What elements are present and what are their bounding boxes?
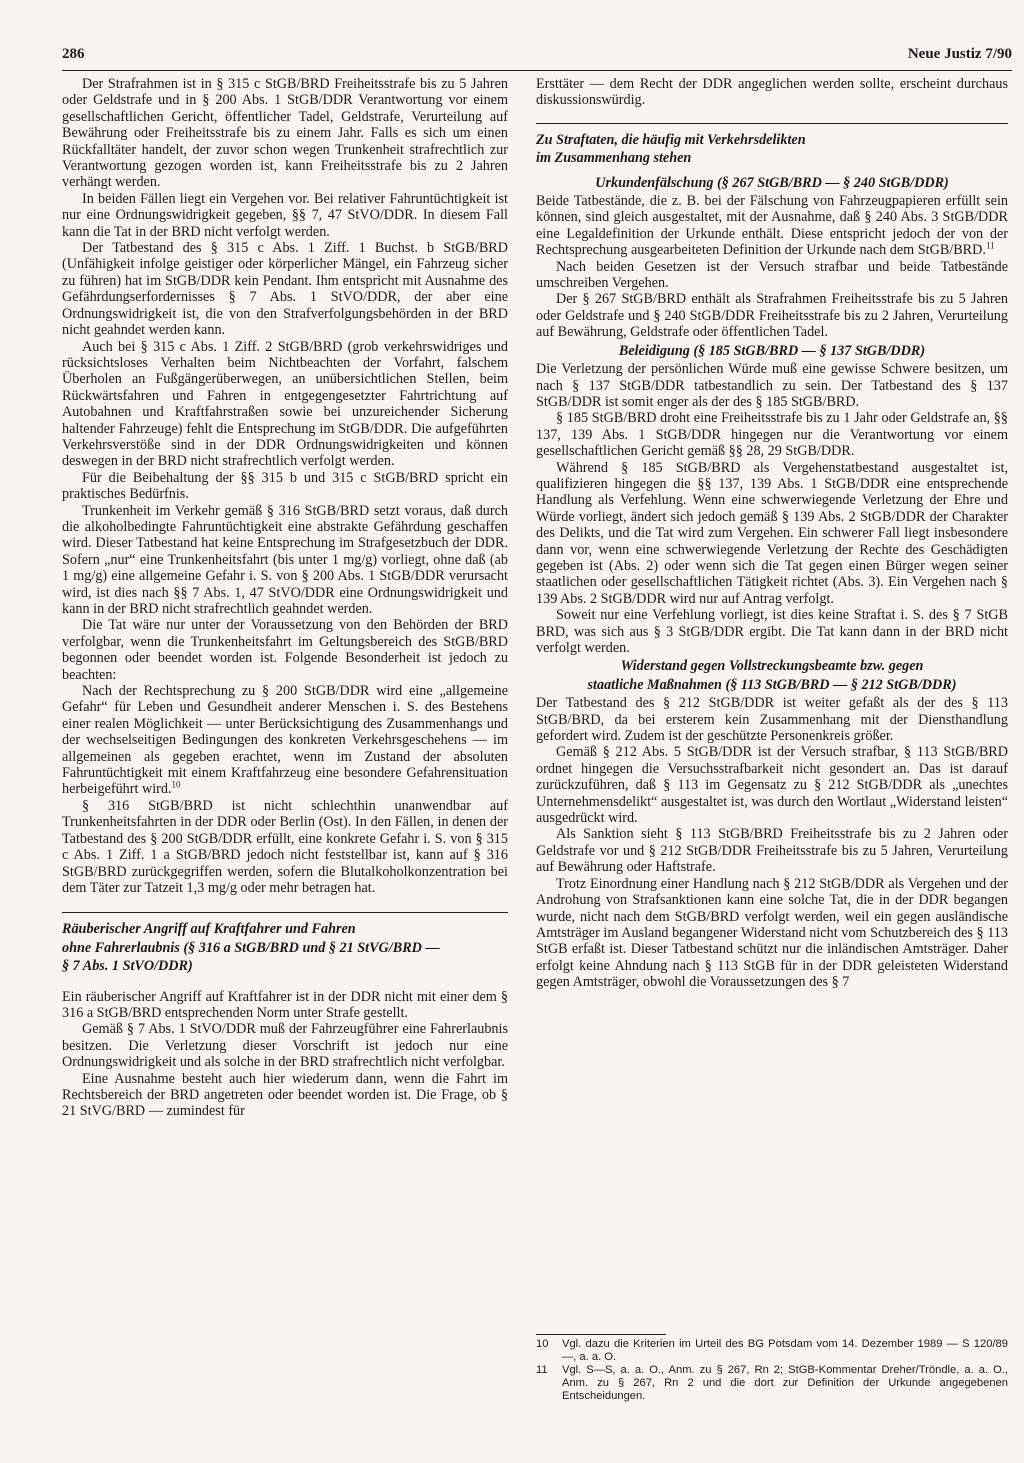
paragraph: Gemäß § 212 Abs. 5 StGB/DDR ist der Versuch strafbar, § 113 StGB/BRD ordnet hingegen die Versuchsstrafbarkeit nicht gesondert an. Das ist darauf zurückzuführen, daß § 113 im Gegensatz zu § 212 StGB/DDR als „unechtes Unternehmensdelikt“ ausgestaltet ist, was durch den Wortlaut „Widerstand leisten“ ausgedrückt wird. xyxy=(536,744,1008,827)
paragraph-with-footnote xyxy=(62,683,508,798)
footnote xyxy=(536,1364,1008,1403)
section-heading-line: im Zusammenhang stehen xyxy=(536,150,692,167)
footnotes xyxy=(536,1338,1008,1403)
paragraph: Ein räuberischer Angriff auf Kraftfahrer ist in der DDR nicht mit einer dem § 316 a StGB/BRD entsprechenden Norm unter Strafe gestellt. xyxy=(62,988,508,1021)
page-number: 286 xyxy=(62,46,85,62)
paragraph: § 316 StGB/BRD ist nicht schlechthin unanwendbar auf Trunkenheitsfahrten in der DDR oder Berlin (Ost). In den Fällen, in denen der Tatbestand des § 200 StGB/DDR erfüllt, eine konkrete Gefahr i. S. von § 315 c Abs. 1 Ziff. 1 a StGB/BRD jedoch nicht feststellbar ist, kann auf § 316 StGB/BRD zurückgegriffen werden, sofern die Blutalkoholkonzentration bei dem Täter zur Tatzeit 1,3 mg/g oder mehr betragen hat. xyxy=(62,797,508,896)
footnote-rule xyxy=(536,1334,666,1335)
section-heading-line: ohne Fahrerlaubnis (§ 316 a StGB/BRD und § 21 StVG/BRD — xyxy=(62,939,440,956)
paragraph: Die Tat wäre nur unter der Voraussetzung von den Behörden der BRD verfolgbar, wenn die Trunkenheitsfahrt im Geltungsbereich des StGB/BRD begonnen oder beendet worden ist. Folgende Besonderheit ist jedoch zu beachten: xyxy=(62,617,508,683)
paragraph: Der Tatbestand des § 212 StGB/DDR ist weiter gefaßt als der des § 113 StGB/BRD, da bei ersterem kein Zusammenhang mit der Diensthandlung gefordert wird. Zudem ist der geschützte Personenkreis größer. xyxy=(536,695,1008,745)
section-heading-line: Zu Straftaten, die häufig mit Verkehrsdelikten xyxy=(536,131,806,148)
paragraph: Der Tatbestand des § 315 c Abs. 1 Ziff. 1 Buchst. b StGB/BRD (Unfähigkeit infolge geistiger oder körperlicher Mängel, ein Fahrzeug sicher zu führen) hat im StGB/DDR kein Pendant. Ihm entspricht mit Ausnahme des Gefährdungserfordernisses § 7 Abs. 1 StVO/DDR, der aber eine Ordnungswidrigkeit ist, die von den Strafverfolgungsbehörden in der BRD nicht geahndet werden kann. xyxy=(62,240,508,339)
footnote-number: 10 xyxy=(536,1338,549,1350)
paragraph: Soweit nur eine Verfehlung vorliegt, ist dies keine Straftat i. S. des § 7 StGB BRD, was sich aus § 3 StGB/DDR ergibt. Die Tat kann dann in der BRD nicht verfolgt werden. xyxy=(536,607,1008,656)
footnote-ref: 11 xyxy=(985,240,995,251)
section-heading-line: § 7 Abs. 1 StVO/DDR) xyxy=(62,958,193,975)
paragraph-text: Beide Tatbestände, die z. B. bei der Fälschung von Fahrzeugpapieren erfüllt sein können, sind gleich ausgestaltet, mit der Ausnahme, daß § 240 Abs. 3 StGB/DDR eine Legaldefinition der Urkunde enthält. Diese entspricht jedoch der von der Rechtsprechung ausgearbeiteten Definition der Urkunde nach dem StGB/BRD. xyxy=(536,193,1008,259)
paragraph: Für die Beibehaltung der §§ 315 b und 315 c StGB/BRD spricht ein praktisches Bedürfnis. xyxy=(62,469,508,503)
page-header xyxy=(62,46,1012,68)
paragraph: Eine Ausnahme besteht auch hier wiederum dann, wenn die Fahrt im Rechtsbereich der BRD angetreten oder beendet worden ist. Die Frage, ob § 21 StVG/BRD — zumindest für xyxy=(62,1070,508,1120)
header-rule xyxy=(62,70,1012,71)
paragraph: In beiden Fällen liegt ein Vergehen vor. Bei relativer Fahruntüchtigkeit ist nur eine Ordnungswidrigkeit gegeben, §§ 7, 47 StVO/DDR. In diesem Fall kann die Tat in der BRD nicht verfolgt werden. xyxy=(62,190,508,240)
footnote-number: 11 xyxy=(536,1364,548,1376)
section-heading-related-offences xyxy=(536,123,1008,167)
paragraph: Der Strafrahmen ist in § 315 c StGB/BRD Freiheitsstrafe bis zu 5 Jahren oder Geldstrafe und in § 200 Abs. 1 StGB/DDR Verantwortung vor einem gesellschaftlichen Gericht, öffentlicher Tadel, Geldstrafe, Verurteilung auf Bewährung oder Freiheitsstrafe bis zu einem Jahr. Falls es sich um einen Rückfalltäter handelt, der zuvor schon wegen Trunkenheit strafrechtlich zur Verantwortung gezogen worden ist, kann Freiheitsstrafe bis zu 2 Jahren verhängt werden. xyxy=(62,76,508,191)
paragraph: Auch bei § 315 c Abs. 1 Ziff. 2 StGB/BRD (grob verkehrswidriges und rücksichtsloses Verhalten beim Nichtbeachten der Vorfahrt, falschem Überholen an Fußgängerüberwegen, an unübersichtlichen Stellen, beim Rückwärtsfahren und Fahren in entgegengesetzter Fahrtrichtung auf Autobahnen und Kraftfahrstraßen sowie bei unzureichender Sicherung haltender Fahrzeuge) fehlt die Entsprechung im StGB/DDR. Die aufgeführten Verkehrsverstöße sind in der DDR Ordnungswidrigkeiten und können deswegen in der BRD nicht strafrechtlich verfolgt werden. xyxy=(62,338,508,470)
footnote-ref: 10 xyxy=(171,779,181,790)
paragraph: Nach beiden Gesetzen ist der Versuch strafbar und beide Tatbestände umschreiben Vergehen. xyxy=(536,258,1008,292)
paragraph: Ersttäter — dem Recht der DDR angeglichen werden sollte, erscheint durchaus diskussionswürdig. xyxy=(536,76,1008,109)
footnote-text: Vgl. S—S, a. a. O., Anm. zu § 267, Rn 2; StGB-Kommentar Dreher/Tröndle, a. a. O., Anm. zu § 267, Rn 2 und die dort zur Definition der Urkunde angegebenen Entscheidungen. xyxy=(562,1364,1008,1402)
paragraph: Trotz Einordnung einer Handlung nach § 212 StGB/DDR als Vergehen und der Androhung von Strafsanktionen kann eine solche Tat, die in der DDR begangen wurde, nicht nach dem StGB/BRD verfolgt werden, weil ein gegen ausländische Amtsträger im Ausland begangener Widerstand nicht vom Schutzbereich des § 113 StGB erfaßt ist. Dieser Tatbestand schützt nur die inländischen Amtsträger. Daher erfolgt keine Ahndung nach § 113 StGB für in der DDR geleisteten Widerstand gegen Amtsträger, obwohl die Voraussetzungen des § 7 xyxy=(536,875,1008,991)
paragraph: Gemäß § 7 Abs. 1 StVO/DDR muß der Fahrzeugführer eine Fahrerlaubnis besitzen. Die Verletzung dieser Vorschrift ist jedoch nur eine Ordnungswidrigkeit und als solche in der BRD strafrechtlich nicht verfolgbar. xyxy=(62,1021,508,1071)
footnote xyxy=(536,1338,1008,1364)
paragraph: Der § 267 StGB/BRD enthält als Strafrahmen Freiheitsstrafe bis zu 5 Jahren oder Geldstrafe und § 240 StGB/DDR Freiheitsstrafe bis zu 2 Jahren, Verurteilung auf Bewährung, Geldstrafe oder öffentlichen Tadel. xyxy=(536,291,1008,341)
right-column xyxy=(536,76,1008,991)
subheading-widerstand-line: Widerstand gegen Vollstreckungsbeamte bzw. gegen xyxy=(620,658,924,675)
paragraph: § 185 StGB/BRD droht eine Freiheitsstrafe bis zu 1 Jahr oder Geldstrafe an, §§ 137, 139 Abs. 1 StGB/DDR hingegen nur die Verantwortung vor einem gesellschaftlichen Gericht gemäß §§ 28, 29 StGB/DDR. xyxy=(536,410,1008,460)
paragraph: Die Verletzung der persönlichen Würde muß eine gewisse Schwere besitzen, um nach § 137 StGB/DDR tatbestandlich zu sein. Der Tatbestand des § 137 StGB/DDR ist somit enger als der des § 185 StGB/BRD. xyxy=(536,361,1008,410)
paragraph: Während § 185 StGB/BRD als Vergehenstatbestand ausgestaltet ist, qualifizieren hingegen die §§ 137, 139 Abs. 1 StGB/DDR eine entsprechende Handlung als Verfehlung. Wenn eine schwerwiegende Verletzung der Ehre und Würde vorliegt, ändert sich jedoch gemäß § 139 Abs. 2 StGB/DDR der Charakter des Delikts, und die Tat wird zum Vergehen. Ein schwerer Fall liegt insbesondere dann vor, wenn eine schwerwiegende Verletzung der Rechte des Geschädigten gegeben ist (Abs. 2) oder wenn sich die Tat gegen einen Bürger wegen seiner staatlichen oder gesellschaftlichen Tätigkeit richtet (Abs. 3). Ein Vergehen nach § 139 Abs. 2 StGB/DDR wird nur auf Antrag verfolgt. xyxy=(536,459,1008,607)
subheading-widerstand-line: staatliche Maßnahmen (§ 113 StGB/BRD — § 212 StGB/DDR) xyxy=(587,676,957,693)
footnote-text: Vgl. dazu die Kriterien im Urteil des BG Potsdam vom 14. Dezember 1989 — S 120/89 —, a. a. O. xyxy=(562,1338,1008,1363)
left-column xyxy=(62,76,508,1120)
paragraph: Als Sanktion sieht § 113 StGB/BRD Freiheitsstrafe bis zu 2 Jahren oder Geldstrafe vor und § 212 StGB/DDR Freiheitsstrafe bis zu 5 Jahren, Verurteilung auf Bewährung oder Haftstrafe. xyxy=(536,826,1008,876)
paragraph-with-footnote xyxy=(536,193,1008,259)
paragraph: Trunkenheit im Verkehr gemäß § 316 StGB/BRD setzt voraus, daß durch die alkoholbedingte Fahruntüchtigkeit eine abstrakte Gefährdung geschaffen wird. Dieser Tatbestand hat keine Entsprechung im Strafgesetzbuch der DDR. Sofern „nur“ eine Trunkenheitsfahrt (bis unter 1 mg/g) vorliegt, ohne daß (ab 1 mg/g) eine allgemeine Gefahr i. S. von § 200 Abs. 1 StGB/DDR verursacht wird, ist dies nach §§ 7 Abs. 1, 47 StVO/DDR eine Ordnungswidrigkeit und kann in der BRD nicht strafrechtlich geahndet werden. xyxy=(62,502,508,617)
subheading-urkundenfaelschung: Urkundenfälschung (§ 267 StGB/BRD — § 240 StGB/DDR) xyxy=(595,174,949,191)
paragraph-text: Nach der Rechtsprechung zu § 200 StGB/DDR wird eine „allgemeine Gefahr“ für Leben und Gesundheit anderer Menschen i. S. des Bestehens einer realen Möglichkeit — unter Berücksichtigung des Zusammenhangs und der wechselseitigen Bedingungen des konkreten Verkehrsgeschehens — im allgemeinen als gegeben erachtet, wenn im Zustand der absoluten Fahruntüchtigkeit mit einem Kraftfahrzeug eine besondere Gefahrensituation herbeigeführt wird. xyxy=(62,683,508,798)
journal-issue: Neue Justiz 7/90 xyxy=(907,46,1012,62)
section-heading-robbery xyxy=(62,912,508,974)
section-heading-line: Räuberischer Angriff auf Kraftfahrer und Fahren xyxy=(62,921,356,938)
subheading-beleidigung: Beleidigung (§ 185 StGB/BRD — § 137 StGB/DDR) xyxy=(618,342,926,359)
